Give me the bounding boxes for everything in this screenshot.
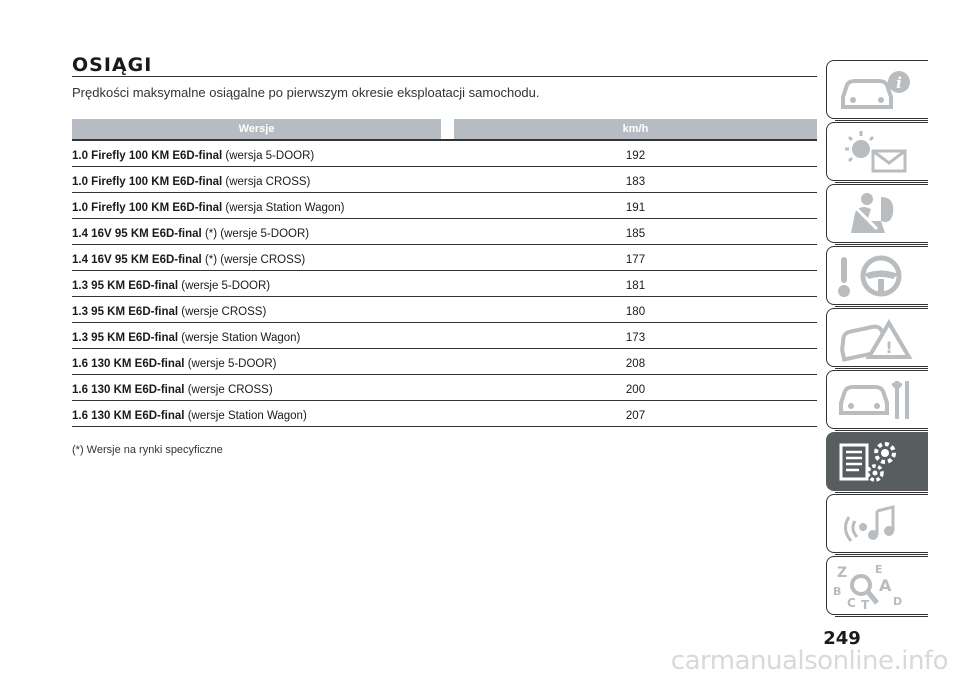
table-row (72, 349, 817, 375)
tab-key-steering[interactable] (826, 246, 928, 305)
svg-text:T: T (861, 598, 870, 612)
engine-name: 1.3 95 KM E6D-final (72, 279, 179, 292)
svg-text:!: ! (885, 338, 893, 357)
speed-table (72, 119, 817, 427)
alphabetical-index-icon (833, 563, 917, 612)
header-kmh: km/h (454, 119, 817, 139)
speed-value: 207 (625, 409, 646, 422)
car-maintenance-icon (837, 377, 917, 423)
speed-value: 191 (625, 201, 646, 214)
seat-airbag-icon (837, 191, 917, 237)
engine-name: 1.3 95 KM E6D-final (72, 331, 179, 344)
version-detail: (wersje 5-DOOR) (181, 279, 271, 292)
tab-seat-airbag[interactable] (826, 184, 928, 243)
table-row (72, 375, 817, 401)
speed-value: 181 (625, 279, 646, 292)
engine-name: 1.6 130 KM E6D-final (72, 357, 185, 370)
engine-name: 1.0 Firefly 100 KM E6D-final (72, 175, 223, 188)
engine-name: 1.3 95 KM E6D-final (72, 305, 179, 318)
svg-text:D: D (893, 595, 903, 608)
tab-dashboard-lights[interactable] (826, 122, 928, 181)
version-detail: (*) (wersje 5-DOOR) (204, 227, 310, 240)
table-row (72, 245, 817, 271)
speed-value: 208 (625, 357, 646, 370)
table-row (72, 219, 817, 245)
speed-value: 192 (625, 149, 646, 162)
table-row (72, 323, 817, 349)
header-versions: Wersje (72, 119, 441, 139)
engine-name: 1.0 Firefly 100 KM E6D-final (72, 149, 223, 162)
technical-data-icon (837, 439, 917, 485)
dashboard-lights-icon (837, 129, 917, 175)
table-row (72, 401, 817, 427)
key-steering-wheel-icon (837, 253, 917, 299)
multimedia-icon (837, 501, 917, 547)
footnote: (*) Wersje na rynki specyficzne (72, 444, 223, 456)
version-detail: (*) (wersje CROSS) (204, 253, 306, 266)
tab-multimedia[interactable] (826, 494, 928, 553)
speed-value: 177 (625, 253, 646, 266)
section-subtitle: Prędkości maksymalne osiągalne po pierwszym okresie eksploatacji samochodu. (72, 85, 540, 100)
version-detail: (wersje CROSS) (187, 383, 273, 396)
tab-alphabetical-index[interactable] (826, 556, 928, 615)
tab-car-maintenance[interactable] (826, 370, 928, 429)
svg-text:A: A (879, 576, 892, 595)
table-row (72, 193, 817, 219)
engine-name: 1.6 130 KM E6D-final (72, 409, 185, 422)
svg-text:B: B (833, 585, 842, 598)
version-detail: (wersja Station Wagon) (225, 201, 345, 214)
car-info-icon (837, 67, 917, 113)
table-row (72, 141, 817, 167)
version-detail: (wersje 5-DOOR) (187, 357, 277, 370)
watermark-text: carmanualsonline.info (670, 646, 948, 676)
engine-name: 1.6 130 KM E6D-final (72, 383, 185, 396)
speed-value: 185 (625, 227, 646, 240)
car-warning-icon (837, 315, 917, 361)
version-detail: (wersje CROSS) (181, 305, 267, 318)
version-detail: (wersja 5-DOOR) (225, 149, 315, 162)
table-row (72, 297, 817, 323)
table-row (72, 167, 817, 193)
engine-name: 1.4 16V 95 KM E6D-final (72, 253, 202, 266)
speed-value: 173 (625, 331, 646, 344)
version-detail: (wersje Station Wagon) (187, 409, 307, 422)
table-header (72, 119, 817, 139)
version-detail: (wersja CROSS) (225, 175, 311, 188)
tab-car-info[interactable] (826, 60, 928, 119)
version-detail: (wersje Station Wagon) (181, 331, 301, 344)
page-number: 249 (823, 628, 861, 649)
tab-technical-data[interactable] (826, 432, 928, 491)
tab-car-warning[interactable] (826, 308, 928, 367)
title-divider (72, 76, 817, 77)
svg-text:Z: Z (837, 565, 848, 581)
speed-value: 180 (625, 305, 646, 318)
table-row (72, 271, 817, 297)
speed-value: 183 (625, 175, 646, 188)
svg-text:i: i (896, 74, 902, 92)
speed-value: 200 (625, 383, 646, 396)
svg-text:C: C (847, 596, 856, 610)
section-title: OSIĄGI (72, 54, 153, 76)
engine-name: 1.0 Firefly 100 KM E6D-final (72, 201, 223, 214)
svg-text:E: E (875, 563, 883, 576)
engine-name: 1.4 16V 95 KM E6D-final (72, 227, 202, 240)
